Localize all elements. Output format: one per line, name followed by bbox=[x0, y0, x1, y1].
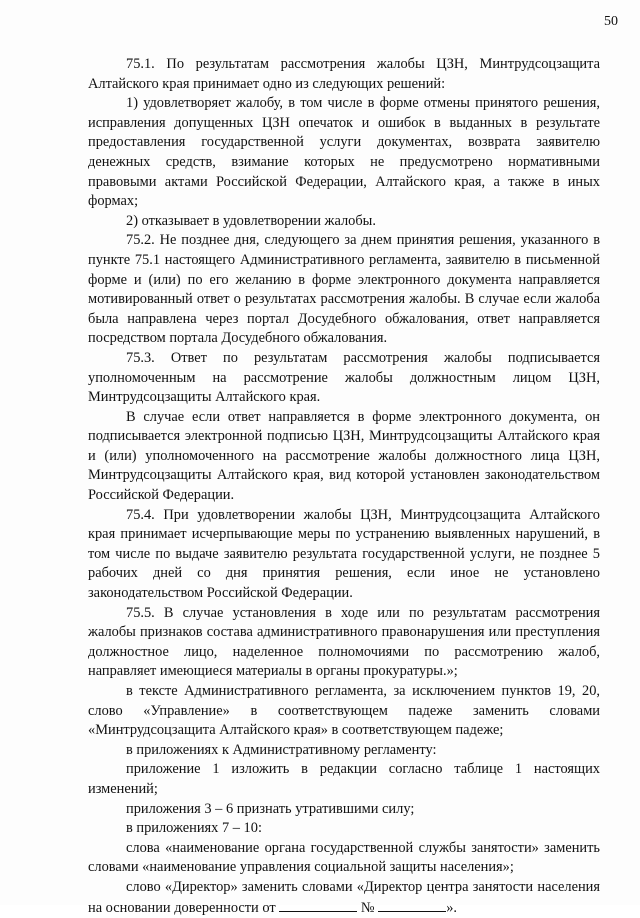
closing-quote: ». bbox=[446, 899, 457, 916]
paragraph: в приложениях к Административному регламенту: bbox=[126, 741, 437, 758]
page-number: 50 bbox=[604, 14, 618, 29]
last-paragraph bbox=[88, 878, 600, 918]
paragraph: 75.4. При удовлетворении жалобы ЦЗН, Минтрудсоцзащита Алтайского края принимает исчерпывающие меры по устранению выявленных нарушений, в том числе по выдаче заявителю результата государственной услуги, не позднее 5 рабочих дней со дня принятия решения, если иное не установлено законодательством Российской Федерации. bbox=[88, 506, 600, 602]
number-sign: № bbox=[360, 899, 375, 916]
paragraph: 75.5. В случае установления в ходе или по результатам рассмотрения жалобы признаков состава административного правонарушения или преступления должностное лицо, наделенное полномочиями по рассмотрению жалоб, направляет имеющиеся материалы в органы прокуратуры.»; bbox=[88, 604, 600, 680]
paragraph: 75.3. Ответ по результатам рассмотрения жалобы подписывается уполномоченным на рассмотрение жалобы должностным лицом ЦЗН, Минтрудсоцзащиты Алтайского края. bbox=[88, 349, 600, 406]
document-body bbox=[88, 55, 600, 918]
paragraph: приложение 1 изложить в редакции согласно таблице 1 настоящих изменений; bbox=[88, 761, 600, 797]
paragraph: приложения 3 – 6 признать утратившими силу; bbox=[126, 800, 415, 817]
paragraph: в тексте Административного регламента, за исключением пунктов 19, 20, слово «Управление» в соответствующем падеже заменить словами «Минтрудсоцзащита Алтайского края» в соответствующем падеже; bbox=[88, 683, 600, 739]
paragraph: в приложениях 7 – 10: bbox=[126, 820, 262, 837]
paragraph: В случае если ответ направляется в форме электронного документа, он подписывается электронной подписью ЦЗН, Минтрудсоцзащиты Алтайского края и (или) уполномоченного на рассмотрение жалобы должностного лица ЦЗН, Минтрудсоцзащиты Алтайского края, вид которой установлен законодательством Российской Федерации. bbox=[88, 408, 600, 504]
paragraph: слова «наименование органа государственной службы занятости» заменить словами «наименование управления социальной защиты населения»; bbox=[88, 839, 600, 876]
paragraph: 1) удовлетворяет жалобу, в том числе в форме отмены принятого решения, исправления допущенных ЦЗН опечаток и ошибок в выданных в результате предоставления государственной услуги документах, возврата заявителю денежных средств, взимание которых не предусмотрено нормативными правовыми актами Российской Федерации, Алтайского края, а также в иных формах; bbox=[88, 95, 600, 210]
paragraph: 75.1. По результатам рассмотрения жалобы ЦЗН, Минтрудсоцзащита Алтайского края принимает одно из следующих решений: bbox=[88, 56, 600, 92]
paragraph: 75.2. Не позднее дня, следующего за днем принятия решения, указанного в пункте 75.1 настоящего Административного регламента, заявителю в письменной форме и (или) по его желанию в форме электронного документа направляется мотивированный ответ о результатах рассмотрения жалобы. В случае если жалоба была направлена через портал Досудебного обжалования, ответ направляется посредством портала Досудебного обжалования. bbox=[88, 232, 600, 347]
last-paragraph-text: слово «Директор» заменить словами «Директор центра занятости населения на основании доверенности от bbox=[88, 878, 600, 916]
paragraph: 2) отказывает в удовлетворении жалобы. bbox=[126, 212, 376, 229]
